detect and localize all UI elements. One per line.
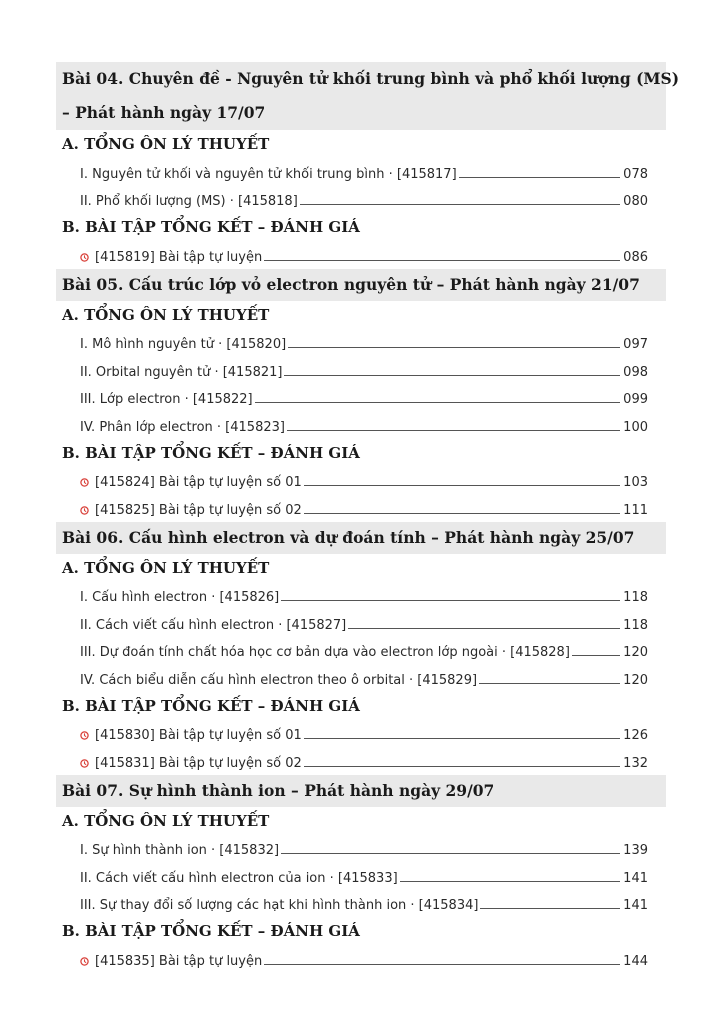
lesson-title-line: Bài 05. Cấu trúc lớp vỏ electron nguyên tử – Phát hành ngày 21/07	[62, 274, 640, 294]
page-number: 144	[623, 953, 648, 969]
page-number: 141	[623, 898, 648, 913]
lesson-title	[56, 62, 680, 130]
dot-leader	[264, 964, 620, 965]
entry-text: [415831] Bài tập tự luyện số 02	[95, 755, 302, 771]
section-heading-exercises: B. BÀI TẬP TỔNG KẾT – ĐÁNH GIÁ	[62, 218, 360, 236]
clock-icon	[80, 478, 89, 487]
theory-entry[interactable]	[80, 186, 648, 214]
clock-icon	[80, 759, 89, 768]
clock-icon	[80, 731, 89, 740]
entry-title	[80, 337, 286, 356]
dot-leader	[480, 908, 620, 909]
page-number: 078	[623, 166, 648, 182]
page-number: 097	[623, 337, 648, 352]
entry-title	[80, 954, 262, 973]
page-number: 098	[623, 364, 648, 380]
entry-text: I. Mô hình nguyên tử · [415820]	[80, 337, 287, 352]
section-heading-theory: A. TỔNG ÔN LÝ THUYẾT	[62, 305, 270, 324]
theory-entry[interactable]	[80, 637, 648, 665]
page-number: 100	[623, 419, 648, 435]
lesson-title-line: Bài 04. Chuyên đề - Nguyên tử khối trung bình và phổ khối lượng (MS)	[62, 69, 680, 88]
exercise-entry[interactable]	[80, 494, 648, 522]
page-number: 080	[623, 194, 648, 209]
page-number: 139	[623, 843, 648, 858]
entry-text: III. Dự đoán tính chất hóa học cơ bản dựa vào electron lớp ngoài · [415828]	[80, 645, 570, 660]
page-number: 141	[623, 870, 648, 886]
dot-leader	[255, 402, 621, 403]
page-number: 118	[623, 590, 648, 605]
page-number: 099	[623, 392, 648, 407]
page-number: 132	[623, 755, 648, 771]
lesson-title-line: Bài 07. Sự hình thành ion – Phát hành ngày 29/07	[62, 780, 495, 800]
entry-text: I. Sự hình thành ion · [415832]	[80, 843, 280, 858]
theory-entry[interactable]	[80, 862, 648, 890]
entry-text: I. Nguyên tử khối và nguyên tử khối trung bình · [415817]	[80, 166, 457, 182]
entry-title	[80, 618, 346, 637]
entry-title	[80, 503, 302, 522]
page-number: 126	[623, 728, 648, 743]
entry-title	[80, 194, 298, 213]
clock-icon	[80, 506, 89, 515]
theory-entry[interactable]	[80, 384, 648, 412]
clock-icon	[80, 957, 89, 966]
exercise-entry[interactable]	[80, 945, 648, 973]
section-heading-theory: A. TỔNG ÔN LÝ THUYẾT	[62, 135, 270, 153]
dot-leader	[281, 853, 620, 854]
section-heading-exercises: B. BÀI TẬP TỔNG KẾT – ĐÁNH GIÁ	[62, 443, 360, 462]
page-number: 086	[623, 249, 648, 265]
page-number: 120	[623, 645, 648, 660]
entry-text: I. Cấu hình electron · [415826]	[80, 590, 280, 605]
table-of-contents	[0, 62, 721, 973]
exercise-entry[interactable]	[80, 241, 648, 269]
entry-text: II. Cách viết cấu hình electron của ion · [415833]	[80, 870, 398, 886]
section-heading-theory: A. TỔNG ÔN LÝ THUYẾT	[62, 558, 270, 577]
entry-text: [415825] Bài tập tự luyện số 02	[95, 502, 302, 518]
entry-text: [415824] Bài tập tự luyện số 01	[95, 475, 302, 490]
entry-title	[80, 365, 282, 384]
entry-title	[80, 645, 570, 664]
entry-text: III. Lớp electron · [415822]	[80, 392, 253, 407]
clock-icon	[80, 253, 89, 262]
dot-leader	[479, 683, 620, 684]
theory-entry[interactable]	[80, 158, 648, 186]
entry-title	[80, 756, 302, 775]
dot-leader	[304, 738, 620, 739]
entry-title	[80, 843, 279, 862]
entry-text: [415830] Bài tập tự luyện số 01	[95, 728, 302, 743]
section-heading-exercises: B. BÀI TẬP TỔNG KẾT – ĐÁNH GIÁ	[62, 922, 360, 940]
dot-leader	[288, 347, 620, 348]
lesson-title	[56, 775, 666, 807]
section-heading-exercises: B. BÀI TẬP TỔNG KẾT – ĐÁNH GIÁ	[62, 696, 360, 715]
entry-title	[80, 871, 398, 890]
dot-leader	[284, 375, 620, 376]
dot-leader	[281, 600, 620, 601]
entry-title	[80, 250, 262, 269]
exercise-entry[interactable]	[80, 720, 648, 748]
lesson-title	[56, 522, 666, 554]
dot-leader	[304, 513, 620, 514]
theory-entry[interactable]	[80, 356, 648, 384]
entry-title	[80, 167, 457, 186]
page-number: 118	[623, 617, 648, 633]
dot-leader	[304, 766, 620, 767]
exercise-entry[interactable]	[80, 747, 648, 775]
page-number: 120	[623, 672, 648, 688]
page-number: 103	[623, 475, 648, 490]
entry-text: [415835] Bài tập tự luyện	[95, 953, 263, 969]
dot-leader	[264, 260, 620, 261]
entry-title	[80, 475, 302, 494]
entry-title	[80, 898, 478, 917]
entry-title	[80, 728, 302, 747]
entry-text: II. Phổ khối lượng (MS) · [415818]	[80, 194, 298, 209]
entry-title	[80, 673, 477, 692]
theory-entry[interactable]	[80, 609, 648, 637]
theory-entry[interactable]	[80, 411, 648, 439]
entry-text: IV. Phân lớp electron · [415823]	[80, 419, 285, 435]
dot-leader	[300, 204, 620, 205]
dot-leader	[348, 628, 620, 629]
dot-leader	[459, 177, 621, 178]
entry-text: [415819] Bài tập tự luyện	[95, 249, 263, 265]
entry-title	[80, 392, 253, 411]
theory-entry[interactable]	[80, 329, 648, 357]
dot-leader	[400, 881, 621, 882]
entry-title	[80, 590, 279, 609]
theory-entry[interactable]	[80, 664, 648, 692]
lesson-title-line: Bài 06. Cấu hình electron và dự đoán tính – Phát hành ngày 25/07	[62, 527, 635, 547]
section-heading-theory: A. TỔNG ÔN LÝ THUYẾT	[62, 811, 270, 830]
dot-leader	[304, 485, 620, 486]
page-number: 111	[623, 502, 648, 518]
lesson-title-line: – Phát hành ngày 17/07	[62, 103, 266, 122]
dot-leader	[572, 655, 620, 656]
entry-text: IV. Cách biểu diễn cấu hình electron theo ô orbital · [415829]	[80, 672, 478, 688]
lesson-title	[56, 269, 666, 301]
entry-title	[80, 420, 285, 439]
exercise-entry[interactable]	[80, 467, 648, 495]
entry-text: II. Cách viết cấu hình electron · [415827]	[80, 617, 347, 633]
entry-text: II. Orbital nguyên tử · [415821]	[80, 364, 283, 380]
theory-entry[interactable]	[80, 835, 648, 863]
entry-text: III. Sự thay đổi số lượng các hạt khi hình thành ion · [415834]	[80, 898, 479, 913]
dot-leader	[287, 430, 620, 431]
theory-entry[interactable]	[80, 582, 648, 610]
theory-entry[interactable]	[80, 890, 648, 918]
